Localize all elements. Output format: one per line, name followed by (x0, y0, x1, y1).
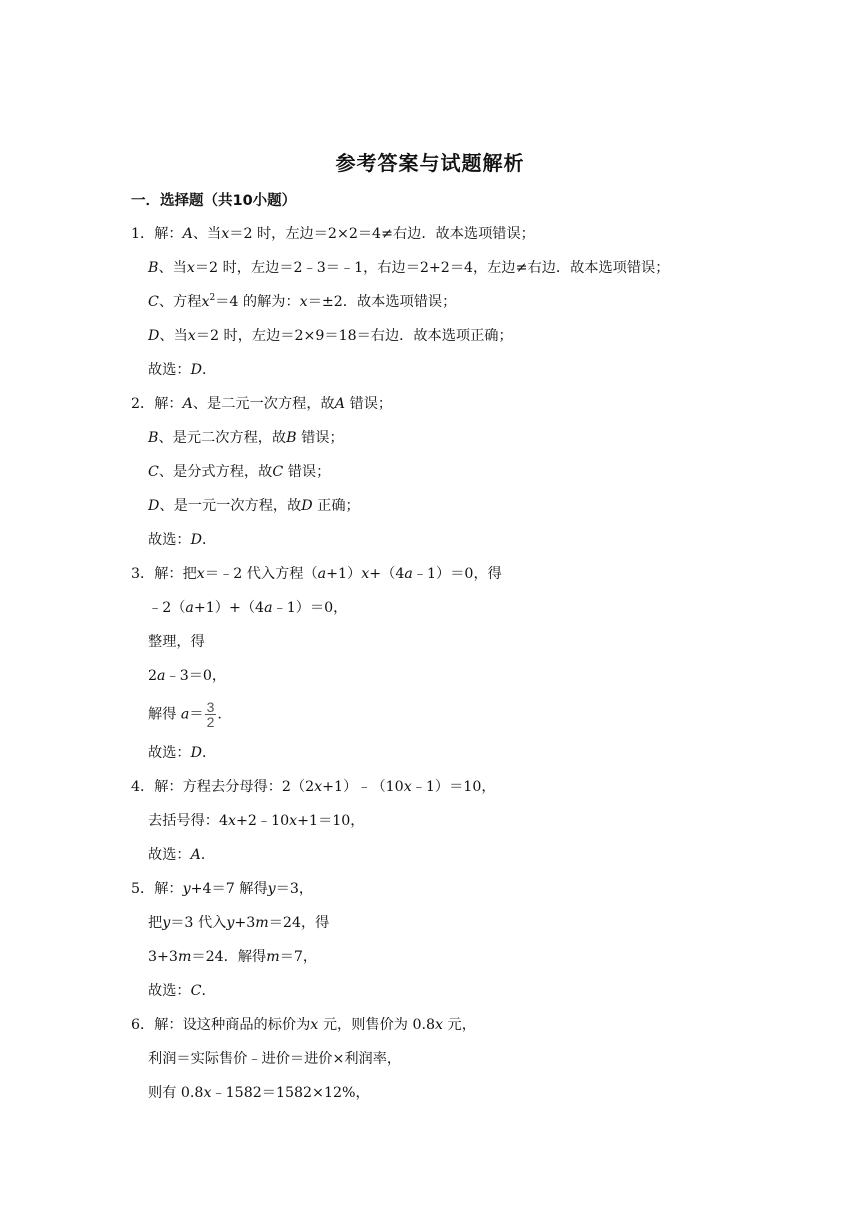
q5-number: 5． (131, 881, 155, 897)
q5-line-3: 3+3m＝24．解得m＝7， (148, 949, 318, 965)
q4-number: 4． (131, 779, 155, 795)
q1-number: 1． (131, 226, 155, 242)
q2-line-3: C、是分式方程，故C 错误； (148, 464, 331, 480)
q3-line-4: 2a﹣3＝0， (148, 668, 227, 684)
q5-answer: 故选：C． (148, 983, 216, 999)
fraction (205, 700, 217, 729)
q4-line-2: 去括号得：4x+2﹣10x+1＝10， (148, 813, 365, 829)
q3-line-2: ﹣2（a+1）+（4a﹣1）＝0， (148, 600, 348, 616)
q3-line-5: 解得 a＝ $\frac{3}{2}$ . (148, 699, 222, 730)
q2-line-1: 2．解：A、是二元一次方程，故A 错误； (131, 396, 393, 412)
q3-number: 3． (131, 566, 155, 582)
q1-line-1: 1．解：A、当x＝2 时，左边＝2×2＝4≠右边．故本选项错误； (131, 226, 535, 242)
q2-line-2: B、是元二次方程，故B 错误； (148, 430, 344, 446)
page-title: 参考答案与试题解析 (335, 151, 525, 175)
q3-line-3: 整理，得 (148, 634, 205, 650)
section-heading: 一．选择题（共10小题） (131, 193, 297, 209)
q3-answer: 故选：D． (148, 745, 217, 761)
q2-number: 2． (131, 396, 155, 412)
q1-line-3: C、方程$x^2=4$ 的解为：x＝±2．故本选项错误； (148, 293, 457, 310)
q5-line-2: 把y＝3 代入y+3m＝24，得 (148, 915, 330, 931)
q1-line-4: D、当x＝2 时，左边＝2×9＝18＝右边．故本选项正确； (148, 328, 513, 344)
q6-line-3: 则有 0.8x﹣1582＝1582×12%， (148, 1085, 370, 1101)
q6-line-1: 6．解：设这种商品的标价为x 元，则售价为 0.8x 元， (131, 1017, 476, 1033)
q3-line-1: 3．解：把x＝﹣2 代入方程（a+1）x+（4a﹣1）＝0，得 (131, 566, 502, 582)
q6-line-2: 利润＝实际售价﹣进价＝进价×利润率， (148, 1051, 402, 1067)
q4-answer: 故选：A． (148, 847, 216, 863)
q5-line-1: 5．解：y+4＝7 解得y＝3， (131, 881, 314, 897)
fraction-numerator: 3 (206, 699, 215, 715)
q1-line-2: B、当x＝2 时，左边＝2﹣3＝﹣1，右边＝2+2＝4，左边≠右边．故本选项错误； (148, 260, 670, 276)
fraction-denominator: 2 (206, 714, 215, 730)
q1-answer: 故选：D． (148, 362, 217, 378)
q6-number: 6． (131, 1017, 155, 1033)
q4-line-1: 4．解：方程去分母得：2（2x+1）﹣（10x﹣1）＝10， (131, 779, 496, 795)
q2-answer: 故选：D． (148, 532, 217, 548)
q2-line-4: D、是一元一次方程，故D 正确； (148, 498, 360, 514)
